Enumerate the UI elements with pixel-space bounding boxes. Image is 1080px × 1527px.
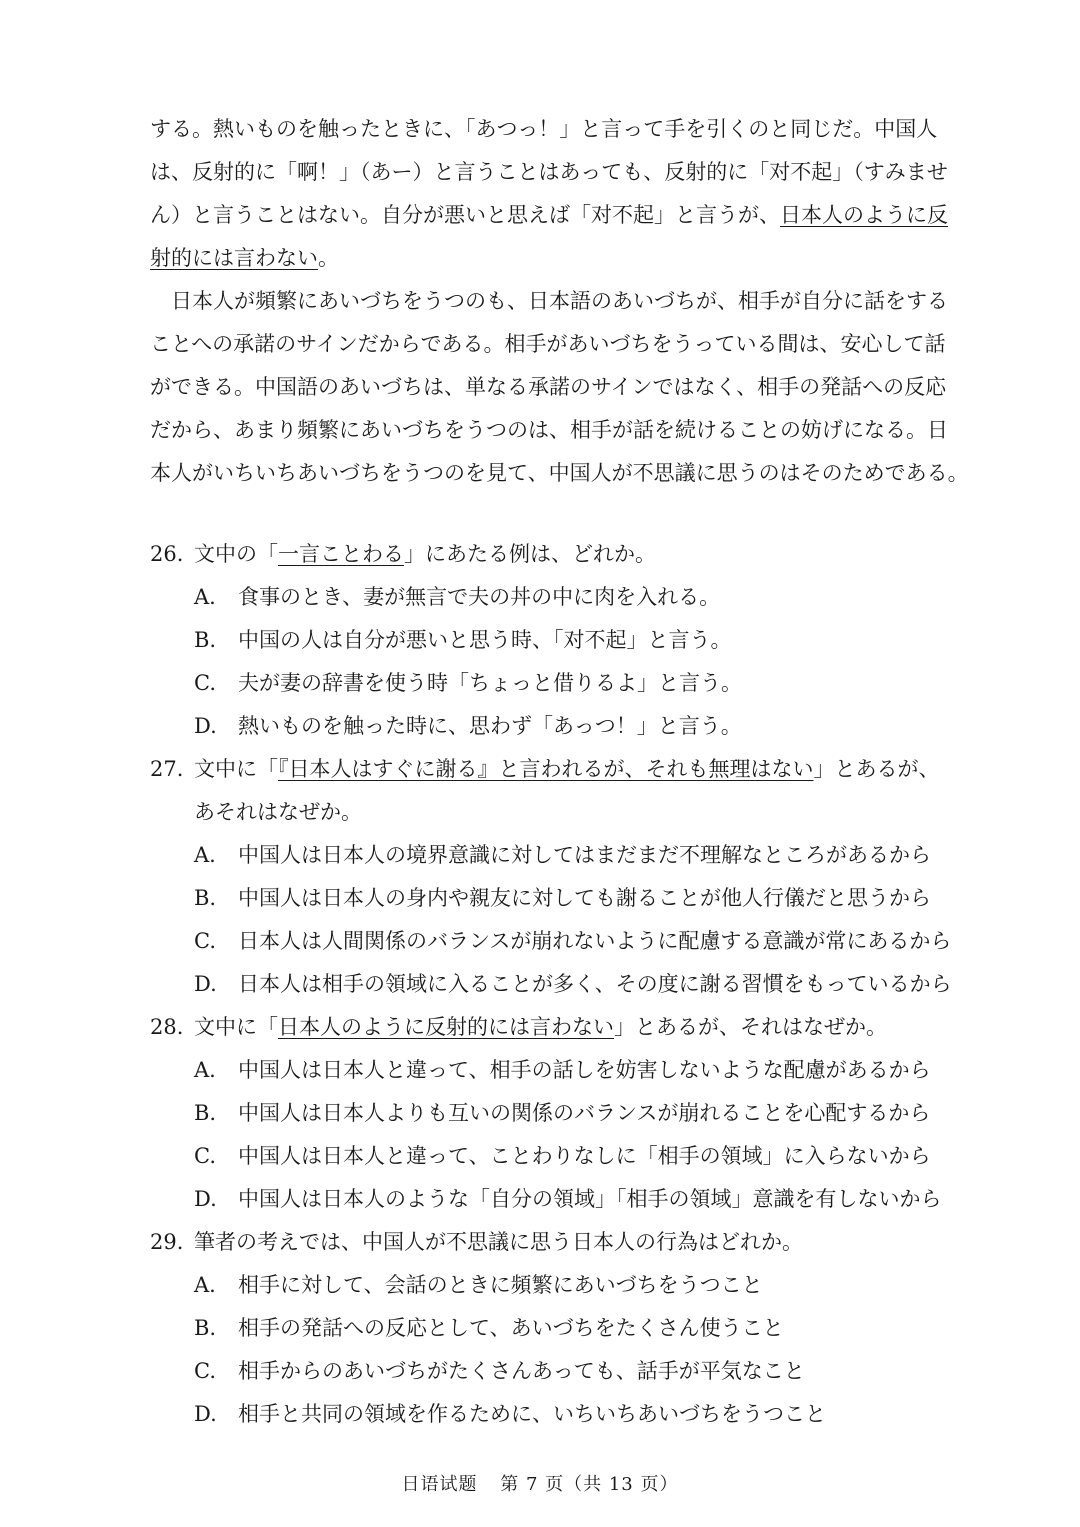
option-d[interactable]	[150, 705, 990, 748]
question-stem	[150, 748, 990, 791]
page-footer	[0, 1470, 1080, 1500]
option-letter: D.	[194, 1187, 217, 1211]
option-text: 食事のとき、妻が無言で夫の丼の中に肉を入れる。	[238, 585, 721, 609]
passage-line	[150, 237, 990, 280]
option-text: 夫が妻の辞書を使う時「ちょっと借りるよ」と言う。	[238, 671, 742, 695]
option-text: 熱いものを触った時に、思わず「あっつ！」と言う。	[238, 714, 742, 738]
option-d[interactable]	[150, 1393, 990, 1436]
question-29	[150, 1221, 990, 1436]
question-list	[150, 533, 990, 1436]
option-letter: C.	[194, 1144, 216, 1168]
question-28	[150, 1006, 990, 1221]
option-letter: B.	[194, 1316, 217, 1340]
question-stem	[150, 1221, 990, 1264]
exam-subject: 日语试题	[401, 1474, 478, 1495]
option-text: 中国人は日本人と違って、相手の話しを妨害しないような配慮があるから	[238, 1058, 931, 1082]
option-a[interactable]	[150, 834, 990, 877]
option-b[interactable]	[150, 1307, 990, 1350]
option-text: 中国の人は自分が悪いと思う時、「对不起」と言う。	[238, 628, 732, 652]
option-c[interactable]	[150, 1350, 990, 1393]
underlined-phrase: 『日本人はすぐに謝る』と言われるが、それも無理はない	[278, 757, 814, 781]
question-27	[150, 748, 990, 1006]
question-number: 26.	[150, 542, 184, 566]
option-letter: B.	[194, 628, 217, 652]
reading-passage	[150, 108, 990, 495]
question-number: 27.	[150, 757, 184, 781]
option-b[interactable]	[150, 877, 990, 920]
passage-line: する。熱いものを触ったときに、「あつっ！」と言って手を引くのと同じだ。中国人	[150, 117, 938, 141]
option-letter: D.	[194, 972, 217, 996]
option-d[interactable]	[150, 963, 990, 1006]
question-number: 29.	[150, 1230, 184, 1254]
option-text: 中国人は日本人のような「自分の領域」「相手の領域」意識を有しないから	[238, 1187, 942, 1211]
option-text: 中国人は日本人の身内や親友に対しても謝ることが他人行儀だと思うから	[238, 886, 931, 910]
stem-pre: 文中に「	[194, 757, 278, 781]
option-letter: B.	[194, 1101, 217, 1125]
option-b[interactable]	[150, 619, 990, 662]
option-letter: B.	[194, 886, 217, 910]
option-letter: D.	[194, 1402, 217, 1426]
passage-text: 。	[318, 246, 339, 270]
passage-line: だから、あまり頻繁にあいづちをうつのは、相手が話を続けることの妨げになる。日	[150, 418, 948, 442]
passage-line: ことへの承諾のサインだからである。相手があいづちをうっている間は、安心して話	[150, 332, 946, 356]
question-number: 28.	[150, 1015, 184, 1039]
underlined-phrase: 日本人のように反射的には言わない	[278, 1015, 614, 1039]
stem-pre: 文中の「	[194, 542, 278, 566]
option-letter: A.	[194, 843, 216, 867]
question-text: 筆者の考えでは、中国人が不思議に思う日本人の行為はどれか。	[194, 1230, 803, 1254]
option-text: 相手と共同の領域を作るために、いちいちあいづちをうつこと	[238, 1402, 826, 1426]
question-stem	[150, 1006, 990, 1049]
option-letter: C.	[194, 671, 216, 695]
stem-post: 」とあるが、	[813, 757, 940, 781]
option-a[interactable]	[150, 1264, 990, 1307]
option-a[interactable]	[150, 576, 990, 619]
option-letter: A.	[194, 585, 216, 609]
option-text: 日本人は相手の領域に入ることが多く、その度に謝る習慣をもっているから	[238, 972, 952, 996]
passage-line: 日本人が頻繁にあいづちをうつのも、日本語のあいづちが、相手が自分に話をする	[171, 289, 948, 313]
option-b[interactable]	[150, 1092, 990, 1135]
stem-post: 」にあたる例は、どれか。	[404, 542, 656, 566]
passage-line: は、反射的に「啊！」（あー）と言うことはあっても、反射的に「对不起」（すみませ	[150, 160, 948, 184]
option-c[interactable]	[150, 1135, 990, 1178]
option-text: 中国人は日本人よりも互いの関係のバランスが崩れることを心配するから	[238, 1101, 931, 1125]
page-number: 第 7 页（共 13 页）	[500, 1474, 679, 1495]
option-letter: C.	[194, 1359, 216, 1383]
option-text: 中国人は日本人の境界意識に対してはまだまだ不理解なところがあるから	[238, 843, 931, 867]
question-text-continued: あそれはなぜか。	[194, 800, 362, 824]
option-text: 相手に対して、会話のときに頻繁にあいづちをうつこと	[238, 1273, 763, 1297]
option-text: 日本人は人間関係のバランスが崩れないように配慮する意識が常にあるから	[238, 929, 952, 953]
stem-post: 」とあるが、それはなぜか。	[614, 1015, 887, 1039]
option-letter: C.	[194, 929, 216, 953]
option-c[interactable]	[150, 920, 990, 963]
passage-line: 本人がいちいちあいづちをうつのを見て、中国人が不思議に思うのはそのためである。	[150, 461, 969, 485]
underlined-phrase: 一言ことわる	[278, 542, 404, 566]
option-a[interactable]	[150, 1049, 990, 1092]
question-text	[194, 748, 940, 791]
option-text: 相手からのあいづちがたくさんあっても、話手が平気なこと	[238, 1359, 805, 1383]
question-26	[150, 533, 990, 748]
underlined-phrase: 日本人のように反	[780, 203, 948, 227]
question-text	[194, 533, 656, 576]
option-letter: D.	[194, 714, 217, 738]
option-text: 中国人は日本人と違って、ことわりなしに「相手の領域」に入らないから	[238, 1144, 931, 1168]
option-d[interactable]	[150, 1178, 990, 1221]
question-text	[194, 1006, 887, 1049]
question-stem	[150, 533, 990, 576]
passage-line	[150, 194, 990, 237]
option-letter: A.	[194, 1273, 216, 1297]
passage-line: ができる。中国語のあいづちは、単なる承諾のサインではなく、相手の発話への反応	[150, 375, 947, 399]
option-text: 相手の発話への反応として、あいづちをたくさん使うこと	[238, 1316, 784, 1340]
option-c[interactable]	[150, 662, 990, 705]
passage-text: ん）と言うことはない。自分が悪いと思えば「对不起」と言うが、	[150, 203, 780, 227]
stem-pre: 文中に「	[194, 1015, 278, 1039]
option-letter: A.	[194, 1058, 216, 1082]
underlined-phrase: 射的には言わない	[150, 246, 318, 270]
